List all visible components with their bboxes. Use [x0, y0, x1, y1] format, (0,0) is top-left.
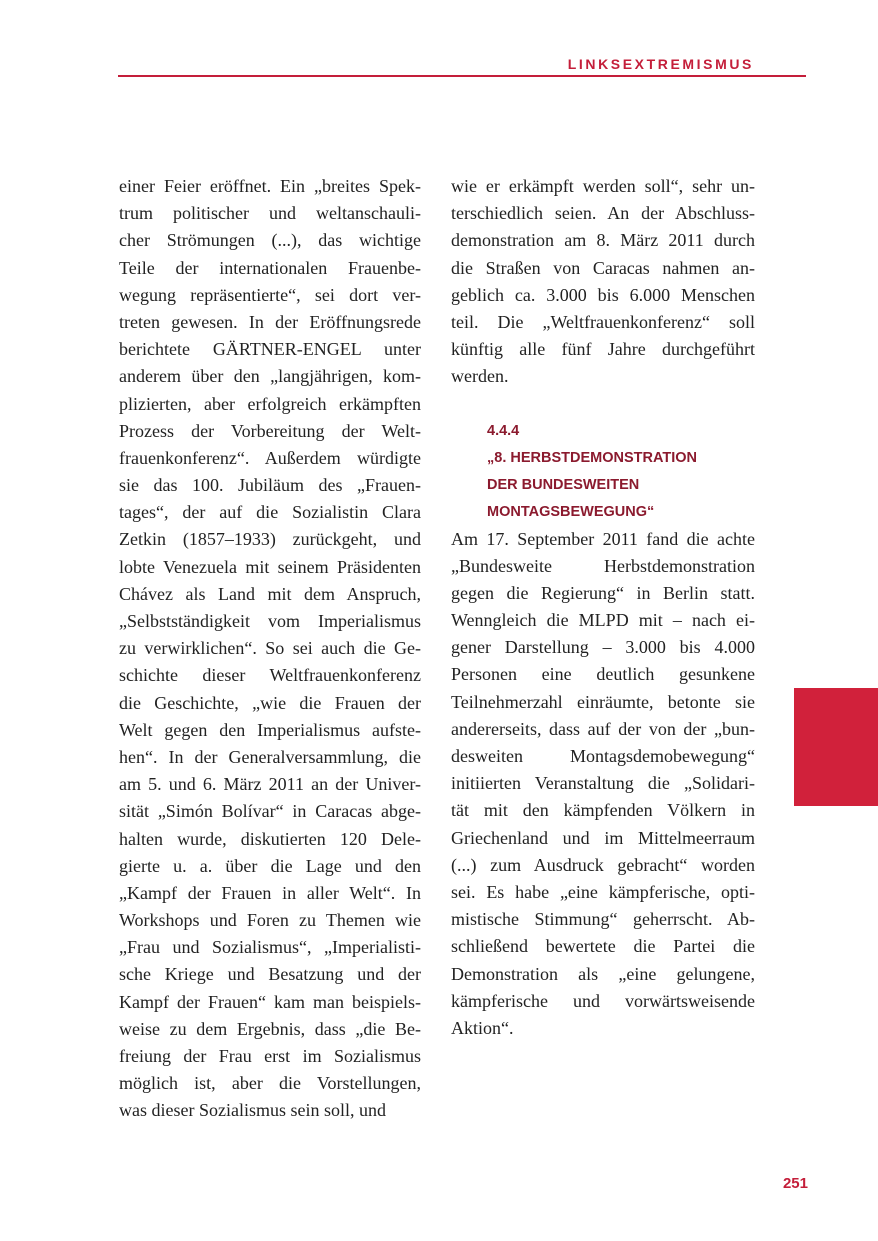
text-line: „Frau und Sozialismus“, „Imperialisti-	[119, 937, 421, 958]
text-line: die Straßen von Caracas nahmen an-	[451, 257, 755, 278]
text-line: sei. Es habe „eine kämpferische, opti-	[451, 881, 755, 902]
text-line: sie das 100. Jubiläum des „Frauen-	[119, 475, 421, 496]
text-line: einer Feier eröffnet. Ein „breites Spek-	[119, 176, 421, 196]
text-line: Aktion“.	[451, 1017, 514, 1038]
text-line: Wenngleich die MLPD mit – nach ei-	[451, 610, 755, 631]
text-line: „Selbstständigkeit vom Imperialismus	[119, 611, 421, 631]
text-line: was dieser Sozialismus sein soll, und	[119, 1100, 386, 1121]
text-line: teil. Die „Weltfrauenkonferenz“ soll	[451, 311, 755, 332]
text-line: plizierten, aber erfolgreich erkämpften	[119, 393, 421, 414]
section-heading	[451, 418, 755, 526]
text-line: terschiedlich seien. An der Abschluss-	[451, 203, 755, 224]
text-line: gierte u. a. über die Lage und den	[119, 855, 421, 876]
text-line: Welt gegen den Imperialismus aufste-	[119, 719, 421, 740]
page-number: 251	[782, 1175, 808, 1192]
text-line: Teilnehmerzahl einräumte, betonte sie	[451, 691, 755, 712]
text-line: „Kampf der Frauen in aller Welt“. In	[119, 882, 421, 903]
text-line: demonstration am 8. März 2011 durch	[451, 230, 755, 251]
text-line: Prozess der Vorbereitung der Welt-	[119, 420, 421, 441]
text-line: hen“. In der Generalversammlung, die	[119, 746, 421, 767]
text-line: Demonstration als „eine gelungene,	[451, 963, 755, 984]
text-line: trum politischer und weltanschauli-	[119, 203, 421, 224]
section-title-line: „8. HERBSTDEMONSTRATION	[487, 449, 697, 466]
text-line: mistische Stimmung“ geherrscht. Ab-	[451, 909, 755, 930]
text-line: geblich ca. 3.000 bis 6.000 Menschen	[451, 284, 755, 305]
text-line: sche Kriege und Besatzung und der	[119, 964, 421, 985]
text-line: Griechenland und im Mittelmeerraum	[451, 827, 755, 848]
text-line: am 5. und 6. März 2011 an der Univer-	[119, 774, 421, 795]
right-paragraph-2	[451, 526, 755, 1043]
text-line: die Geschichte, „wie die Frauen der	[119, 692, 421, 713]
running-header: LINKSEXTREMISMUS	[567, 56, 754, 72]
text-line: cher Strömungen (...), das wichtige	[119, 230, 421, 251]
text-line: Am 17. September 2011 fand die achte	[451, 528, 755, 549]
section-number: 4.4.4	[487, 422, 520, 439]
text-line: Kampf der Frauen“ kam man beispiels-	[119, 991, 421, 1012]
text-line: „Bundesweite Herbstdemonstration	[451, 555, 755, 576]
section-title-line: DER BUNDESWEITEN	[487, 476, 640, 493]
right-column	[451, 173, 755, 1042]
text-line: tages“, der auf die Sozialistin Clara	[119, 502, 421, 523]
text-line: kämpferische und vorwärtsweisende	[451, 990, 755, 1011]
left-column	[119, 173, 421, 1125]
text-line: berichtete GÄRTNER-ENGEL unter	[119, 339, 421, 360]
text-line: Zetkin (1857–1933) zurückgeht, und	[119, 529, 421, 550]
text-line: Workshops und Foren zu Themen wie	[119, 910, 421, 931]
text-line: treten gewesen. In der Eröffnungsrede	[119, 311, 421, 332]
text-line: Teile der internationalen Frauenbe-	[119, 257, 421, 278]
text-line: andererseits, dass auf der von der „bun-	[451, 718, 755, 739]
text-line: möglich ist, aber die Vorstellungen,	[119, 1073, 421, 1094]
text-line: anderem über den „langjährigen, kom-	[119, 366, 421, 387]
text-line: gener Darstellung – 3.000 bis 4.000	[451, 637, 755, 658]
header-rule	[118, 75, 806, 77]
text-line: desweiten Montagsdemobewegung“	[451, 746, 755, 766]
text-line: frauenkonferenz“. Außerdem würdigte	[119, 447, 421, 468]
text-line: initiierten Veranstaltung die „Solidari-	[451, 773, 755, 794]
text-line: gegen die Regierung“ in Berlin statt.	[451, 582, 755, 603]
text-line: Personen eine deutlich gesunkene	[451, 664, 755, 685]
right-paragraph-1	[451, 173, 755, 391]
text-line: schließend bewertete die Partei die	[451, 936, 755, 957]
section-title-line: MONTAGSBEWEGUNG“	[487, 503, 655, 520]
text-line: lobte Venezuela mit seinem Präsidenten	[119, 556, 421, 577]
text-line: sität „Simón Bolívar“ in Caracas abge-	[119, 801, 421, 822]
text-line: schichte dieser Weltfrauenkonferenz	[119, 665, 421, 686]
text-line: tät mit den kämpfenden Völkern in	[451, 800, 755, 821]
text-line: (...) zum Ausdruck gebracht“ worden	[451, 854, 755, 875]
text-line: wie er erkämpft werden soll“, sehr un-	[451, 176, 755, 196]
text-line: werden.	[451, 366, 509, 387]
text-line: weise zu dem Ergebnis, dass „die Be-	[119, 1018, 421, 1039]
text-line: halten wurde, diskutierten 120 Dele-	[119, 828, 421, 849]
left-paragraph	[119, 173, 421, 1125]
chapter-side-tab	[794, 688, 878, 806]
text-line: zu verwirklichen“. So sei auch die Ge-	[119, 638, 421, 659]
text-line: Chávez als Land mit dem Anspruch,	[119, 583, 421, 604]
text-line: wegung repräsentierte“, sei dort ver-	[119, 284, 421, 305]
text-line: freiung der Frau erst im Sozialismus	[119, 1046, 421, 1066]
text-line: künftig alle fünf Jahre durchgeführt	[451, 339, 755, 360]
